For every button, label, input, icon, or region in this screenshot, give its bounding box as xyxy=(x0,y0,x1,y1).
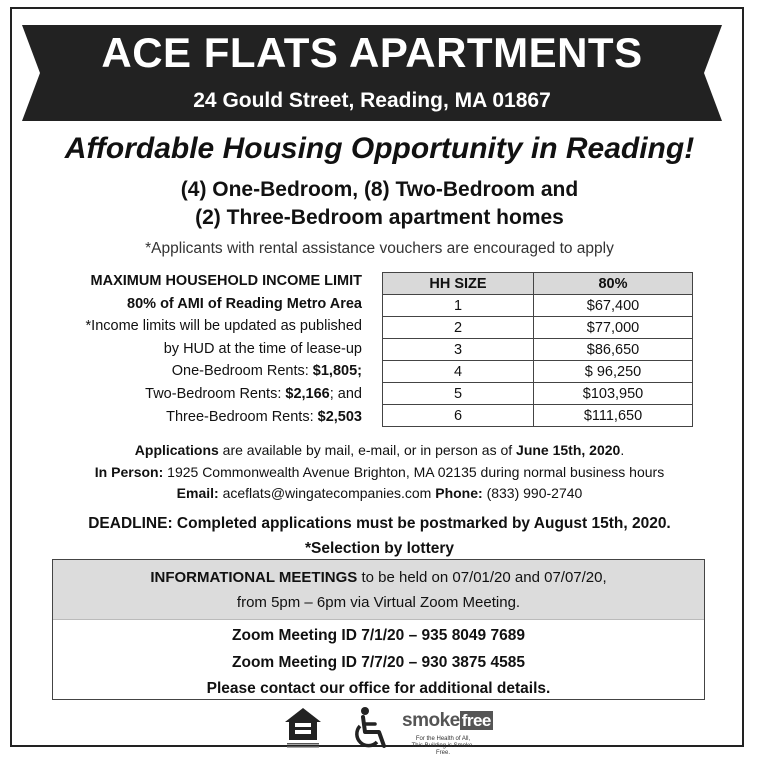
table-row xyxy=(383,295,693,317)
table-row xyxy=(383,383,693,405)
in-person-address: 1925 Commonwealth Avenue Brighton, MA 02135 during normal business hours xyxy=(163,463,665,480)
table-row xyxy=(383,317,693,339)
rent-separator: ; xyxy=(357,363,362,380)
property-name: ACE FLATS APARTMENTS xyxy=(101,29,643,76)
income-cell: $67,400 xyxy=(534,295,693,317)
unit-mix xyxy=(0,176,759,232)
hh-size-cell: 5 xyxy=(383,383,534,405)
vouchers-note: *Applicants with rental assistance vouchers are encouraged to apply xyxy=(145,240,614,257)
smoke-free-tagline xyxy=(405,736,481,757)
rent-label: One-Bedroom Rents: xyxy=(171,363,309,380)
meetings-dates: to be held on 07/01/20 and 07/07/20, xyxy=(357,569,607,586)
rent-one-bedroom xyxy=(24,360,362,383)
email-value[interactable]: aceflats@wingatecompanies.com xyxy=(218,485,436,501)
rent-value: $2,503 xyxy=(317,408,362,425)
lottery-line: *Selection by lottery xyxy=(304,540,454,557)
hh-size-cell: 4 xyxy=(383,361,534,383)
income-note-line-2: by HUD at the time of lease-up xyxy=(163,340,362,357)
table-header-hh-size: HH SIZE xyxy=(383,273,534,295)
income-subheading: 80% of AMI of Reading Metro Area xyxy=(127,295,362,312)
applications-lead: Applications xyxy=(134,442,219,458)
table-row xyxy=(383,405,693,427)
hh-size-cell: 2 xyxy=(383,317,534,339)
contact-office-note: Please contact our office for additional details. xyxy=(206,680,551,697)
rent-two-bedroom xyxy=(24,383,362,406)
applications-middle: are available by mail, e-mail, or in person as of xyxy=(218,442,517,458)
equal-housing-icon xyxy=(283,706,323,752)
income-cell: $77,000 xyxy=(534,317,693,339)
deadline-info xyxy=(0,511,759,561)
rent-label: Three-Bedroom Rents: xyxy=(166,408,314,425)
in-person-line xyxy=(0,462,759,484)
unit-mix-line-1: (4) One-Bedroom, (8) Two-Bedroom and xyxy=(180,178,579,201)
income-limits-table xyxy=(382,272,693,427)
title-banner xyxy=(22,25,722,121)
income-heading: MAXIMUM HOUSEHOLD INCOME LIMIT xyxy=(90,273,362,289)
income-limits-info xyxy=(24,270,362,428)
phone-value: (833) 990-2740 xyxy=(482,485,583,501)
meetings-line-1 xyxy=(53,566,704,591)
informational-meetings-box xyxy=(52,559,705,700)
zoom-meeting-1: Zoom Meeting ID 7/1/20 – 935 8049 7689 xyxy=(232,627,525,644)
smoke-free-tagline-1: For the Health of All, xyxy=(415,736,471,742)
headline: Affordable Housing Opportunity in Reading! xyxy=(64,132,695,165)
property-address: 24 Gould Street, Reading, MA 01867 xyxy=(193,89,551,112)
application-info xyxy=(0,440,759,505)
rent-label: Two-Bedroom Rents: xyxy=(145,385,282,402)
wheelchair-icon xyxy=(351,706,393,752)
rent-separator: ; and xyxy=(329,385,362,402)
table-header-percent: 80% xyxy=(534,273,693,295)
applications-end: . xyxy=(620,442,625,458)
deadline-line: DEADLINE: Completed applications must be postmarked by August 15th, 2020. xyxy=(88,515,671,532)
unit-mix-line-2: (2) Three-Bedroom apartment homes xyxy=(195,206,564,229)
applications-date: June 15th, 2020 xyxy=(516,442,621,458)
rent-value: $2,166 xyxy=(285,385,330,402)
meetings-lead: INFORMATIONAL MEETINGS xyxy=(150,569,358,586)
income-cell: $111,650 xyxy=(534,405,693,427)
in-person-label: In Person: xyxy=(94,463,164,480)
applications-line xyxy=(0,440,759,462)
table-row xyxy=(383,339,693,361)
table-header-row xyxy=(383,273,693,295)
hh-size-cell: 1 xyxy=(383,295,534,317)
income-note-line-1: *Income limits will be updated as published xyxy=(85,318,362,335)
contact-line xyxy=(0,483,759,505)
free-word: free xyxy=(461,711,491,730)
hh-size-cell: 6 xyxy=(383,405,534,427)
rent-value: $1,805 xyxy=(312,363,358,380)
zoom-meeting-2: Zoom Meeting ID 7/7/20 – 930 3875 4585 xyxy=(232,653,525,671)
table-row xyxy=(383,361,693,383)
smoke-free-logo xyxy=(402,710,493,732)
meetings-details xyxy=(53,620,704,703)
smoke-word: smoke xyxy=(402,710,460,731)
smoke-free-tagline-2: This Building is Smoke-Free. xyxy=(411,743,475,756)
email-label: Email: xyxy=(176,485,219,501)
meetings-header xyxy=(53,560,704,620)
meetings-line-2: from 5pm – 6pm via Virtual Zoom Meeting. xyxy=(236,593,521,611)
phone-label: Phone: xyxy=(435,485,483,501)
hh-size-cell: 3 xyxy=(383,339,534,361)
income-cell: $ 96,250 xyxy=(534,361,693,383)
rent-three-bedroom xyxy=(24,406,362,429)
income-cell: $86,650 xyxy=(534,339,693,361)
income-cell: $103,950 xyxy=(534,383,693,405)
